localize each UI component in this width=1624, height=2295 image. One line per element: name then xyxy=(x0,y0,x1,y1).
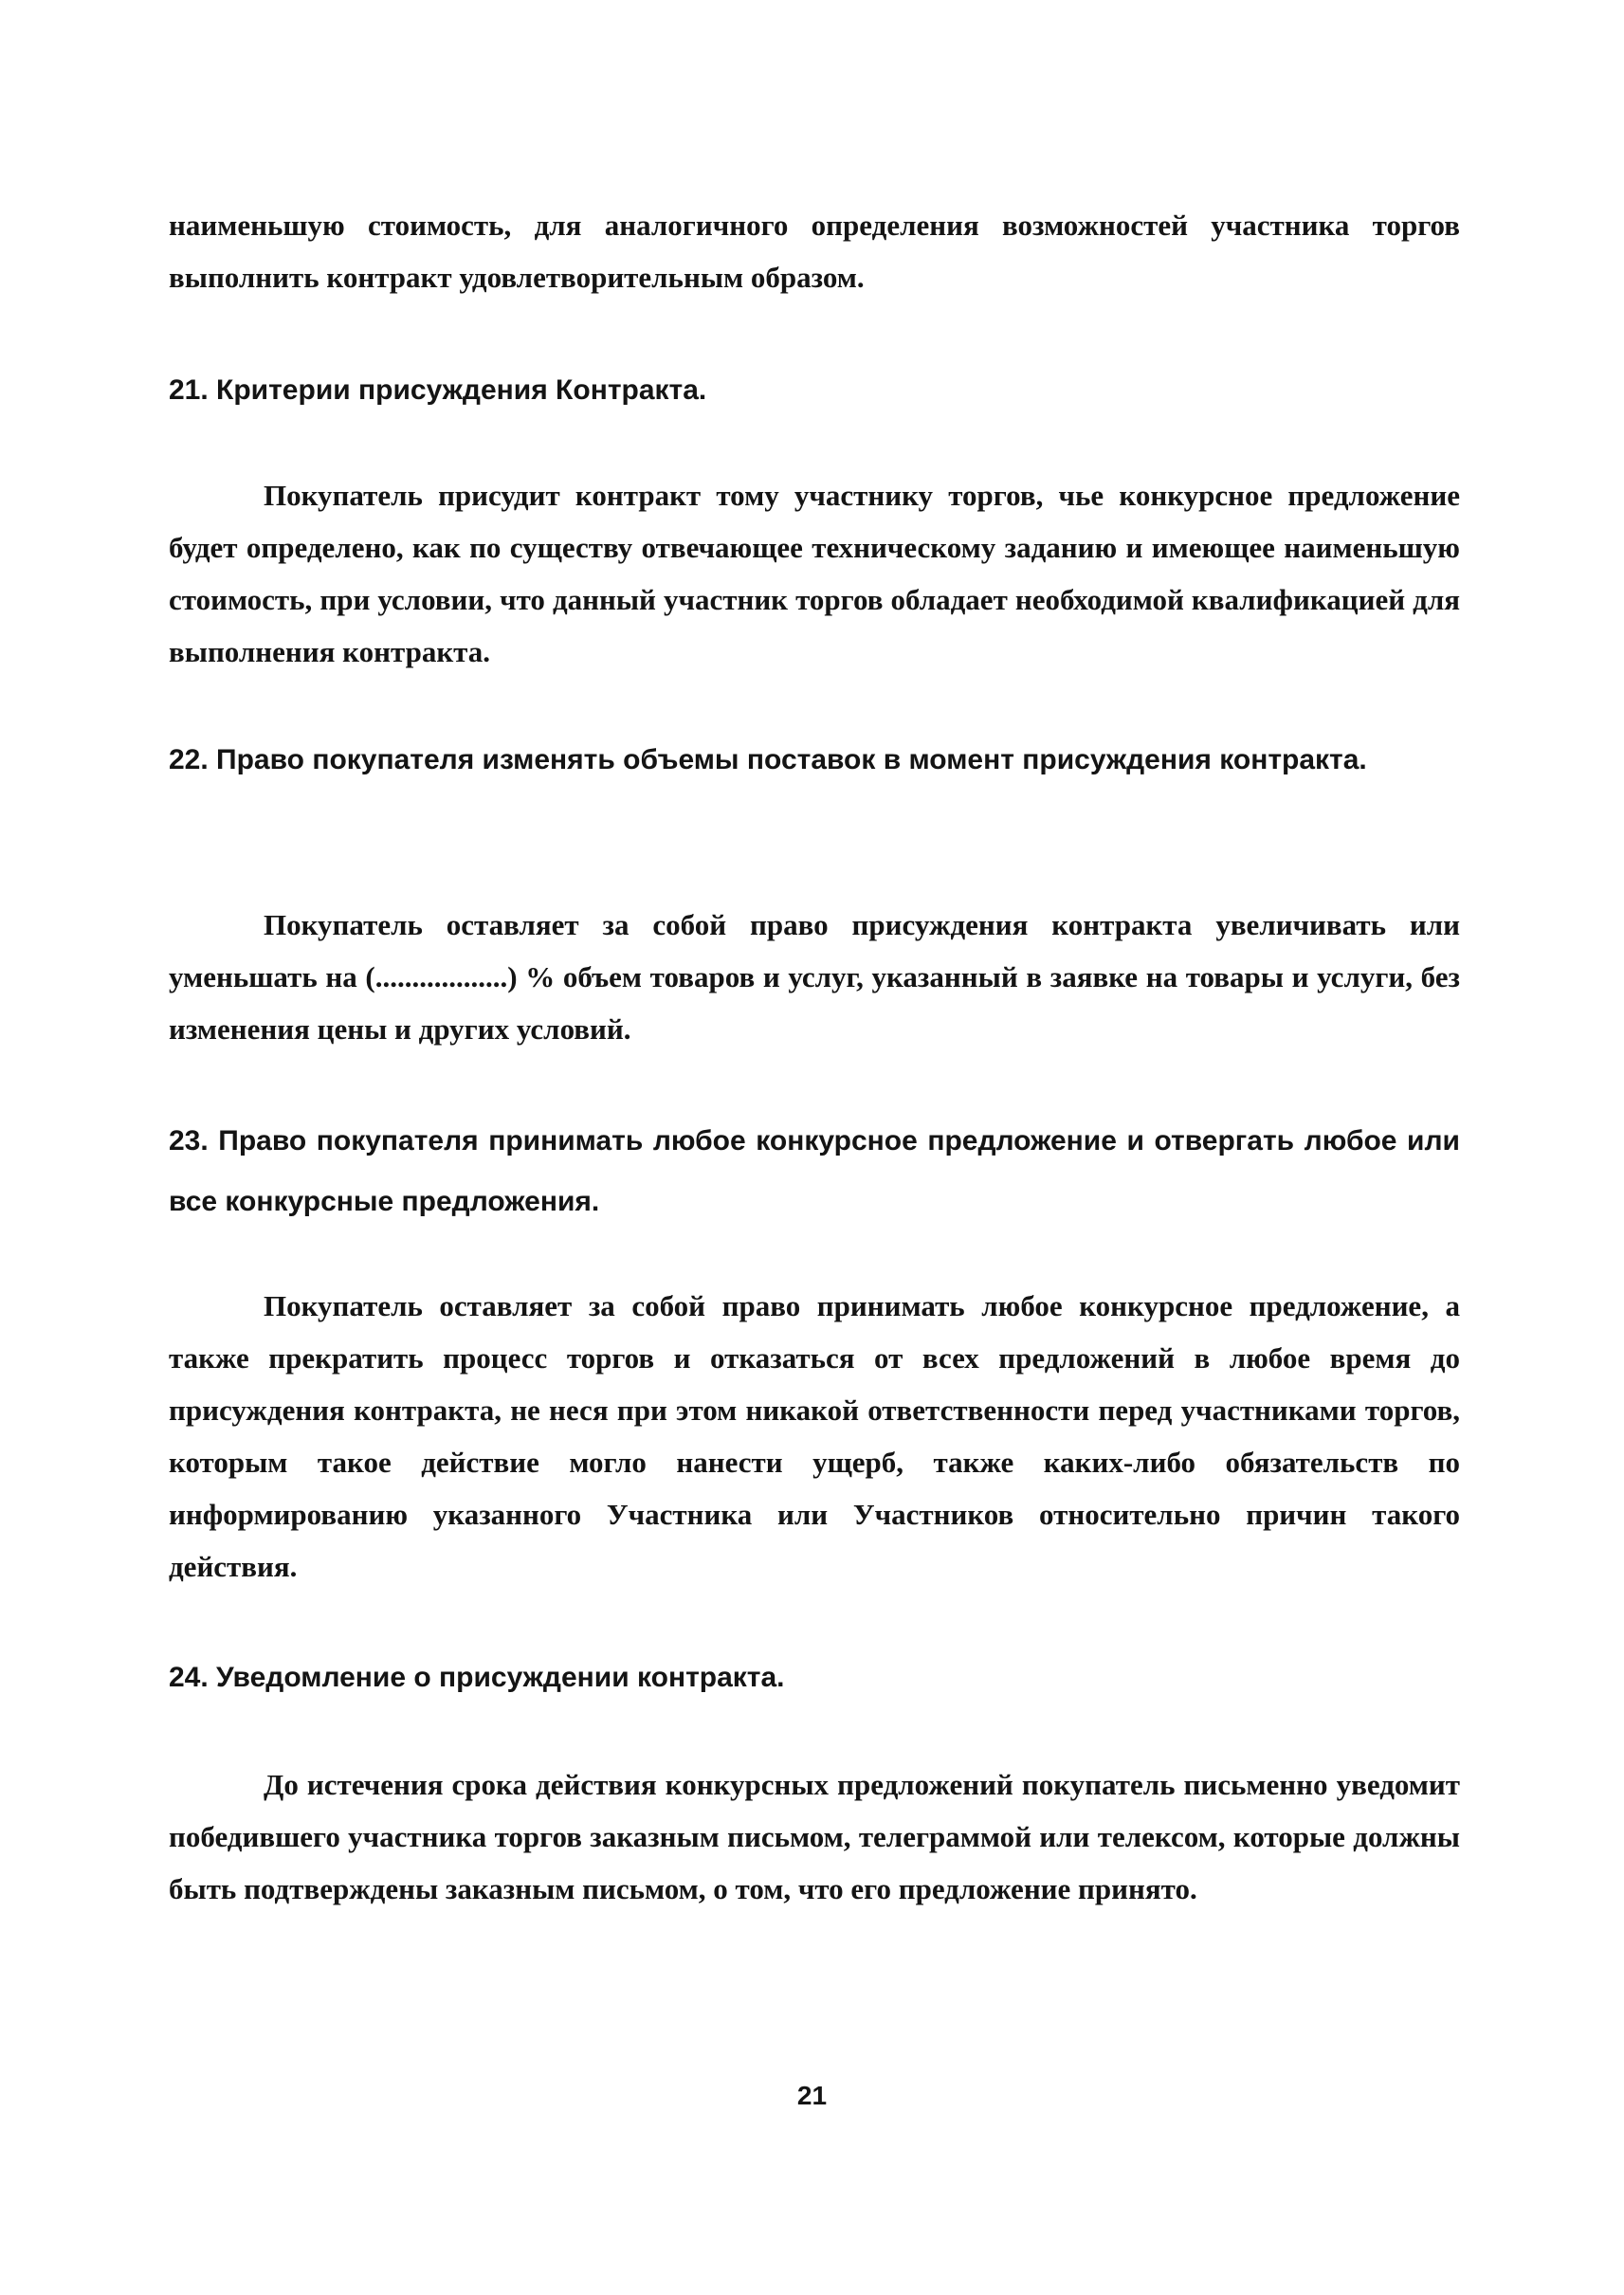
section-22-heading xyxy=(169,730,1460,791)
paragraph-text: наименьшую стоимость, для аналогичного определения возможностей участника торгов выполнить контракт удовлетворительным образом. xyxy=(169,209,1460,294)
section-24-body xyxy=(169,1758,1460,1915)
section-21-heading xyxy=(169,360,1460,421)
section-23-heading xyxy=(169,1111,1460,1232)
section-21-body xyxy=(169,469,1460,678)
continuation-paragraph xyxy=(169,199,1460,303)
page-number: 21 xyxy=(796,2081,828,2110)
section-23-body xyxy=(169,1280,1460,1593)
paragraph-text: Покупатель оставляет за собой право присуждения контракта увеличивать или уменьшать на (..................) % объем товаров и услуг, указанный в заявке на товары и услуги, без изменения цены и других условий. xyxy=(169,908,1460,1046)
section-24-heading xyxy=(169,1648,1460,1708)
paragraph-text: Покупатель оставляет за собой право принимать любое конкурсное предложение, а также прекратить процесс торгов и отказаться от всех предложений в любое время до присуждения контракта, не неся при этом никакой ответственности перед участниками торгов, которым такое действие могло нанести ущерб, также каких-либо обязательств по информированию указанного Участника или Участников относительно причин такого действия. xyxy=(169,1289,1460,1583)
section-heading: 24. Уведомление о присуждении контракта. xyxy=(169,1662,785,1693)
paragraph-text: Покупатель присудит контракт тому участнику торгов, чье конкурсное предложение будет определено, как по существу отвечающее техническому заданию и имеющее наименьшую стоимость, при условии, что данный участник торгов обладает необходимой квалификацией для выполнения контракта. xyxy=(169,479,1460,668)
section-22-body xyxy=(169,899,1460,1055)
section-heading: 22. Право покупателя изменять объемы поставок в момент присуждения контракта. xyxy=(169,744,1367,775)
paragraph-text: До истечения срока действия конкурсных предложений покупатель письменно уведомит победившего участника торгов заказным письмом, телеграммой или телексом, которые должны быть подтверждены заказным письмом, о том, что его предложение принято. xyxy=(169,1768,1460,1905)
section-heading: 23. Право покупателя принимать любое конкурсное предложение и отвергать любое или все конкурсные предложения. xyxy=(169,1125,1460,1217)
section-heading: 21. Критерии присуждения Контракта. xyxy=(169,374,707,406)
